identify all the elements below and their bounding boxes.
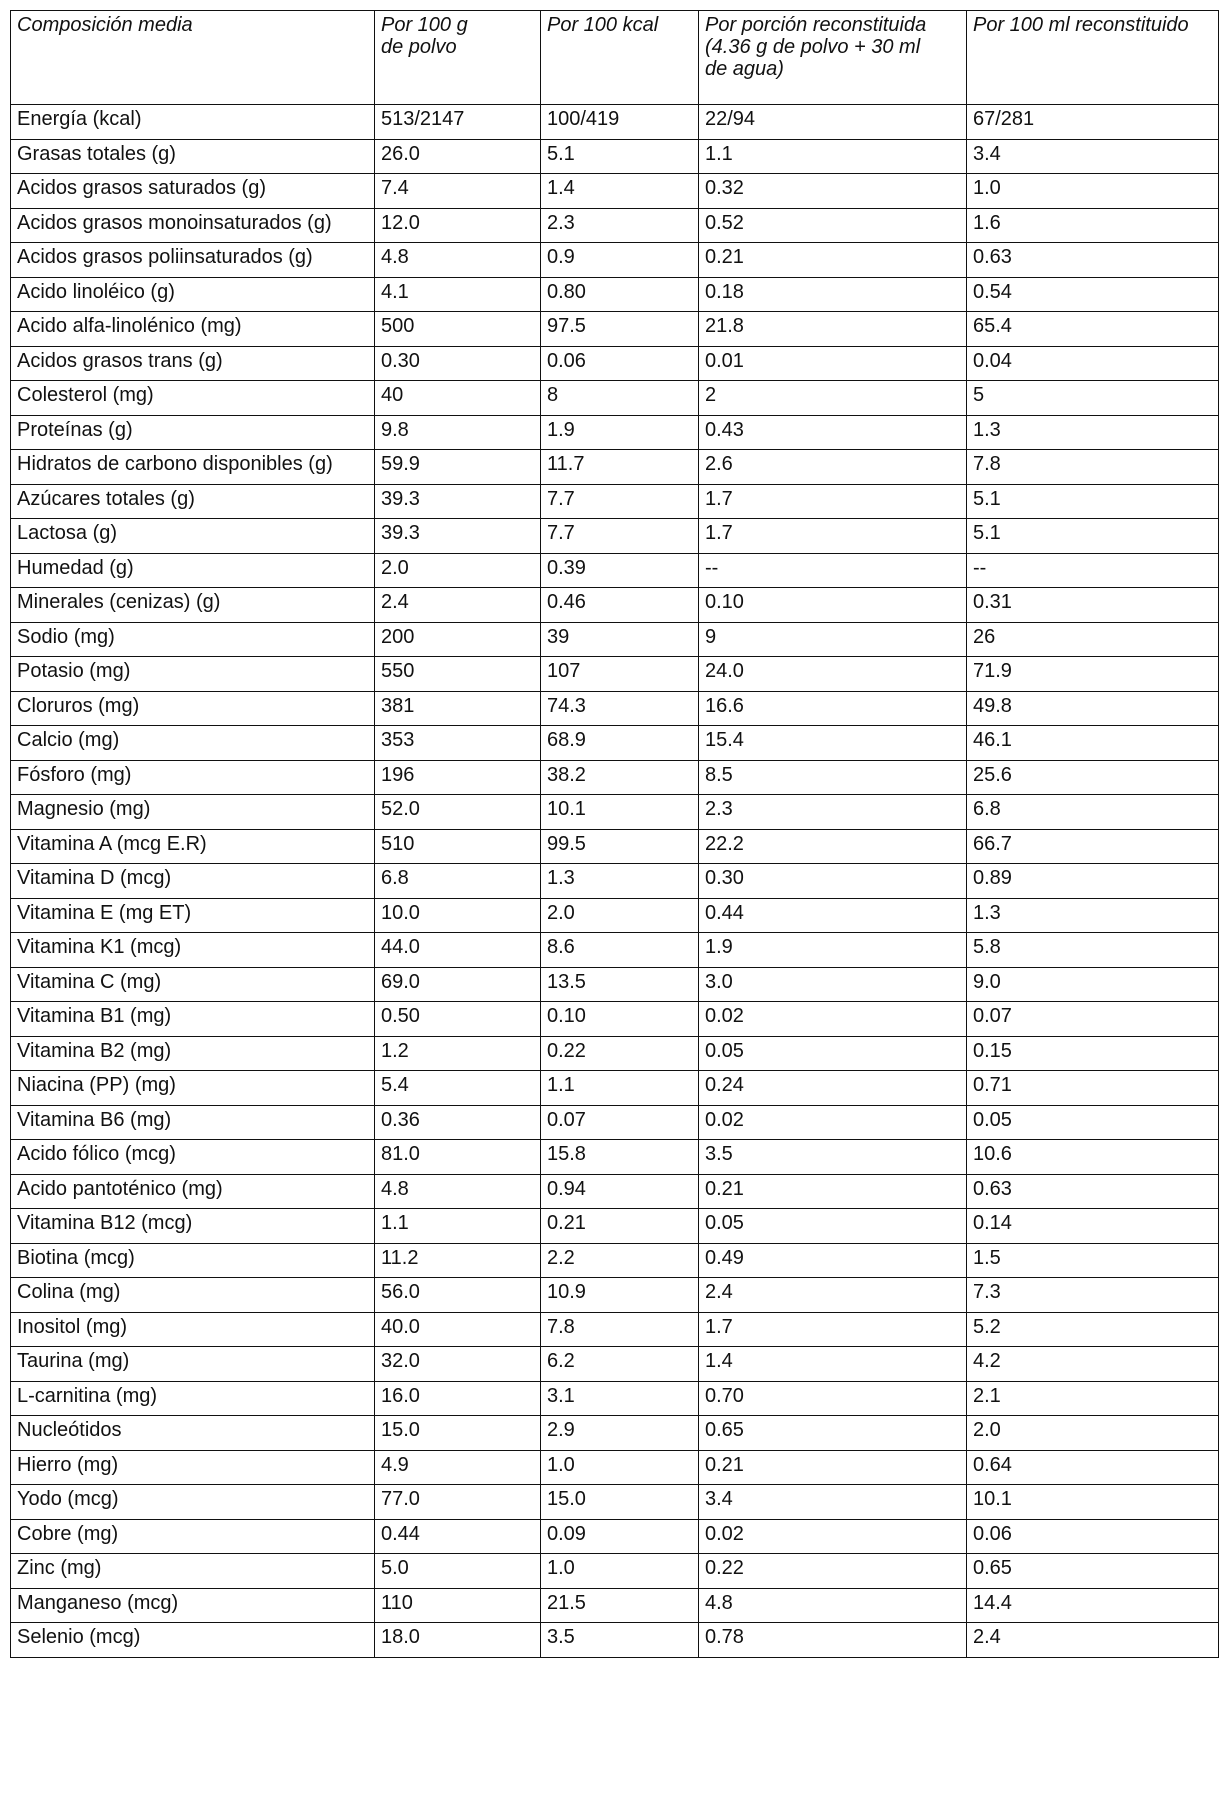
value-per-100g-cell: 0.44 [375,1519,541,1554]
value-per-100g-cell: 32.0 [375,1347,541,1382]
value-per-100kcal-cell: 8.6 [541,933,699,968]
nutrient-name-cell: Selenio (mcg) [11,1623,375,1658]
nutrient-name-cell: Humedad (g) [11,553,375,588]
value-per-100g-cell: 1.1 [375,1209,541,1244]
table-row [11,1002,1219,1037]
value-per-100kcal-cell: 0.21 [541,1209,699,1244]
table-row [11,174,1219,209]
value-per-100kcal-cell: 15.0 [541,1485,699,1520]
value-per-100ml-cell: 5.1 [967,519,1219,554]
nutrient-name-cell: Grasas totales (g) [11,139,375,174]
nutrient-name-cell: Acido fólico (mcg) [11,1140,375,1175]
nutrient-name-cell: Vitamina A (mcg E.R) [11,829,375,864]
value-per-portion-cell: 3.4 [699,1485,967,1520]
value-per-portion-cell: 0.05 [699,1036,967,1071]
value-per-100g-cell: 56.0 [375,1278,541,1313]
value-per-100kcal-cell: 10.9 [541,1278,699,1313]
table-row [11,691,1219,726]
nutrient-name-cell: Niacina (PP) (mg) [11,1071,375,1106]
value-per-100g-cell: 7.4 [375,174,541,209]
value-per-100ml-cell: 0.04 [967,346,1219,381]
value-per-100ml-cell: 0.89 [967,864,1219,899]
nutrient-name-cell: Azúcares totales (g) [11,484,375,519]
value-per-portion-cell: 21.8 [699,312,967,347]
value-per-portion-cell: 0.02 [699,1519,967,1554]
value-per-100g-cell: 9.8 [375,415,541,450]
value-per-100g-cell: 12.0 [375,208,541,243]
value-per-100kcal-cell: 13.5 [541,967,699,1002]
value-per-100g-cell: 4.1 [375,277,541,312]
value-per-100kcal-cell: 3.5 [541,1623,699,1658]
table-row [11,1105,1219,1140]
value-per-100ml-cell: 1.3 [967,415,1219,450]
value-per-100g-cell: 44.0 [375,933,541,968]
value-per-100ml-cell: 1.5 [967,1243,1219,1278]
value-per-100kcal-cell: 0.22 [541,1036,699,1071]
value-per-100ml-cell: 0.71 [967,1071,1219,1106]
value-per-portion-cell: 0.21 [699,1174,967,1209]
value-per-100kcal-cell: 2.3 [541,208,699,243]
value-per-100g-cell: 353 [375,726,541,761]
table-row [11,760,1219,795]
value-per-100kcal-cell: 0.09 [541,1519,699,1554]
value-per-100kcal-cell: 2.9 [541,1416,699,1451]
nutrient-name-cell: Vitamina B1 (mg) [11,1002,375,1037]
nutrient-name-cell: Hierro (mg) [11,1450,375,1485]
value-per-portion-cell: 0.22 [699,1554,967,1589]
table-body [11,105,1219,1658]
header-por-100kcal: Por 100 kcal [541,11,699,105]
value-per-100ml-cell: 5.2 [967,1312,1219,1347]
nutrient-name-cell: Acido alfa-linolénico (mg) [11,312,375,347]
value-per-100ml-cell: 0.65 [967,1554,1219,1589]
table-row [11,1347,1219,1382]
value-per-portion-cell: 0.10 [699,588,967,623]
value-per-100g-cell: 196 [375,760,541,795]
nutrient-name-cell: Vitamina D (mcg) [11,864,375,899]
table-row [11,1140,1219,1175]
nutrient-name-cell: Acidos grasos monoinsaturados (g) [11,208,375,243]
value-per-100g-cell: 18.0 [375,1623,541,1658]
value-per-100kcal-cell: 3.1 [541,1381,699,1416]
value-per-portion-cell: 0.52 [699,208,967,243]
value-per-100g-cell: 510 [375,829,541,864]
value-per-100kcal-cell: 7.8 [541,1312,699,1347]
table-row [11,208,1219,243]
value-per-100ml-cell: 26 [967,622,1219,657]
table-row [11,1381,1219,1416]
value-per-100kcal-cell: 97.5 [541,312,699,347]
table-row [11,450,1219,485]
value-per-100ml-cell: 49.8 [967,691,1219,726]
value-per-100kcal-cell: 21.5 [541,1588,699,1623]
table-row [11,1519,1219,1554]
value-per-100ml-cell: 0.05 [967,1105,1219,1140]
nutrient-name-cell: Nucleótidos [11,1416,375,1451]
nutrient-name-cell: Taurina (mg) [11,1347,375,1382]
value-per-100ml-cell: 6.8 [967,795,1219,830]
value-per-100g-cell: 39.3 [375,484,541,519]
value-per-100kcal-cell: 68.9 [541,726,699,761]
header-por-porcion: Por porción reconstituida (4.36 g de polvo + 30 ml de agua) [699,11,967,105]
value-per-100g-cell: 4.9 [375,1450,541,1485]
nutrient-name-cell: Acidos grasos poliinsaturados (g) [11,243,375,278]
table-row [11,1485,1219,1520]
value-per-100kcal-cell: 0.9 [541,243,699,278]
table-row [11,795,1219,830]
value-per-100g-cell: 40 [375,381,541,416]
nutrient-name-cell: Colesterol (mg) [11,381,375,416]
nutrient-name-cell: Vitamina B12 (mcg) [11,1209,375,1244]
table-row [11,1036,1219,1071]
value-per-100kcal-cell: 0.80 [541,277,699,312]
value-per-100ml-cell: 2.1 [967,1381,1219,1416]
nutrient-name-cell: Energía (kcal) [11,105,375,140]
table-row [11,105,1219,140]
value-per-portion-cell: 4.8 [699,1588,967,1623]
value-per-100ml-cell: 1.6 [967,208,1219,243]
value-per-100ml-cell: 1.3 [967,898,1219,933]
table-row [11,1554,1219,1589]
table-row [11,933,1219,968]
value-per-portion-cell: 9 [699,622,967,657]
value-per-portion-cell: 22/94 [699,105,967,140]
table-row [11,312,1219,347]
value-per-100g-cell: 4.8 [375,243,541,278]
value-per-100kcal-cell: 0.94 [541,1174,699,1209]
value-per-portion-cell: 0.30 [699,864,967,899]
value-per-100kcal-cell: 8 [541,381,699,416]
nutrient-name-cell: Cobre (mg) [11,1519,375,1554]
value-per-portion-cell: 1.7 [699,484,967,519]
value-per-100ml-cell: -- [967,553,1219,588]
value-per-100ml-cell: 14.4 [967,1588,1219,1623]
nutrition-composition-table [10,10,1219,1658]
table-row [11,415,1219,450]
value-per-100kcal-cell: 1.1 [541,1071,699,1106]
nutrient-name-cell: Magnesio (mg) [11,795,375,830]
value-per-100kcal-cell: 5.1 [541,139,699,174]
value-per-100ml-cell: 1.0 [967,174,1219,209]
nutrient-name-cell: Yodo (mcg) [11,1485,375,1520]
nutrient-name-cell: Manganeso (mcg) [11,1588,375,1623]
value-per-portion-cell: -- [699,553,967,588]
value-per-100kcal-cell: 0.07 [541,1105,699,1140]
value-per-100kcal-cell: 0.10 [541,1002,699,1037]
value-per-100g-cell: 69.0 [375,967,541,1002]
value-per-100g-cell: 6.8 [375,864,541,899]
value-per-portion-cell: 1.9 [699,933,967,968]
nutrient-name-cell: L-carnitina (mg) [11,1381,375,1416]
nutrient-name-cell: Acidos grasos saturados (g) [11,174,375,209]
nutrient-name-cell: Zinc (mg) [11,1554,375,1589]
nutrient-name-cell: Minerales (cenizas) (g) [11,588,375,623]
table-row [11,1416,1219,1451]
value-per-portion-cell: 0.02 [699,1105,967,1140]
nutrition-table-container [10,10,1218,1658]
table-row [11,967,1219,1002]
value-per-100kcal-cell: 1.9 [541,415,699,450]
value-per-100kcal-cell: 99.5 [541,829,699,864]
nutrient-name-cell: Sodio (mg) [11,622,375,657]
value-per-portion-cell: 0.18 [699,277,967,312]
value-per-100ml-cell: 65.4 [967,312,1219,347]
table-row [11,898,1219,933]
value-per-100g-cell: 0.36 [375,1105,541,1140]
value-per-100ml-cell: 0.06 [967,1519,1219,1554]
nutrient-name-cell: Biotina (mcg) [11,1243,375,1278]
value-per-100kcal-cell: 39 [541,622,699,657]
nutrient-name-cell: Proteínas (g) [11,415,375,450]
value-per-100g-cell: 110 [375,1588,541,1623]
value-per-100kcal-cell: 11.7 [541,450,699,485]
value-per-100g-cell: 4.8 [375,1174,541,1209]
value-per-portion-cell: 1.4 [699,1347,967,1382]
value-per-100ml-cell: 0.63 [967,1174,1219,1209]
value-per-100ml-cell: 71.9 [967,657,1219,692]
table-row [11,277,1219,312]
value-per-100kcal-cell: 100/419 [541,105,699,140]
value-per-portion-cell: 0.02 [699,1002,967,1037]
value-per-100ml-cell: 10.6 [967,1140,1219,1175]
nutrient-name-cell: Vitamina C (mg) [11,967,375,1002]
value-per-100kcal-cell: 2.0 [541,898,699,933]
value-per-100kcal-cell: 6.2 [541,1347,699,1382]
value-per-portion-cell: 22.2 [699,829,967,864]
table-row [11,1071,1219,1106]
value-per-100ml-cell: 3.4 [967,139,1219,174]
table-row [11,553,1219,588]
value-per-100g-cell: 26.0 [375,139,541,174]
table-row [11,346,1219,381]
value-per-100g-cell: 2.4 [375,588,541,623]
value-per-100ml-cell: 0.63 [967,243,1219,278]
value-per-100kcal-cell: 38.2 [541,760,699,795]
value-per-portion-cell: 1.7 [699,1312,967,1347]
value-per-100g-cell: 1.2 [375,1036,541,1071]
nutrient-name-cell: Acidos grasos trans (g) [11,346,375,381]
value-per-100ml-cell: 0.15 [967,1036,1219,1071]
table-row [11,519,1219,554]
value-per-portion-cell: 0.43 [699,415,967,450]
value-per-portion-cell: 0.49 [699,1243,967,1278]
value-per-portion-cell: 0.65 [699,1416,967,1451]
value-per-portion-cell: 3.0 [699,967,967,1002]
value-per-portion-cell: 0.01 [699,346,967,381]
value-per-portion-cell: 0.21 [699,243,967,278]
value-per-100kcal-cell: 7.7 [541,519,699,554]
table-row [11,1243,1219,1278]
value-per-100g-cell: 39.3 [375,519,541,554]
value-per-100g-cell: 52.0 [375,795,541,830]
header-por-100g-polvo: Por 100 g de polvo [375,11,541,105]
value-per-100g-cell: 16.0 [375,1381,541,1416]
value-per-100ml-cell: 25.6 [967,760,1219,795]
value-per-100ml-cell: 0.54 [967,277,1219,312]
value-per-100ml-cell: 2.0 [967,1416,1219,1451]
value-per-100g-cell: 40.0 [375,1312,541,1347]
value-per-portion-cell: 2.6 [699,450,967,485]
table-row [11,1623,1219,1658]
value-per-100g-cell: 5.0 [375,1554,541,1589]
table-row [11,864,1219,899]
value-per-100ml-cell: 5 [967,381,1219,416]
value-per-100ml-cell: 0.64 [967,1450,1219,1485]
value-per-100g-cell: 381 [375,691,541,726]
table-row [11,622,1219,657]
value-per-100ml-cell: 10.1 [967,1485,1219,1520]
value-per-100ml-cell: 9.0 [967,967,1219,1002]
value-per-portion-cell: 0.05 [699,1209,967,1244]
value-per-100g-cell: 0.30 [375,346,541,381]
value-per-100ml-cell: 0.14 [967,1209,1219,1244]
nutrient-name-cell: Potasio (mg) [11,657,375,692]
value-per-portion-cell: 8.5 [699,760,967,795]
nutrient-name-cell: Vitamina E (mg ET) [11,898,375,933]
value-per-portion-cell: 0.70 [699,1381,967,1416]
value-per-100g-cell: 15.0 [375,1416,541,1451]
value-per-100g-cell: 550 [375,657,541,692]
value-per-100kcal-cell: 7.7 [541,484,699,519]
nutrient-name-cell: Hidratos de carbono disponibles (g) [11,450,375,485]
nutrient-name-cell: Vitamina B6 (mg) [11,1105,375,1140]
nutrient-name-cell: Fósforo (mg) [11,760,375,795]
value-per-portion-cell: 16.6 [699,691,967,726]
table-row [11,484,1219,519]
value-per-100g-cell: 0.50 [375,1002,541,1037]
value-per-100kcal-cell: 0.46 [541,588,699,623]
value-per-100g-cell: 200 [375,622,541,657]
value-per-100ml-cell: 7.8 [967,450,1219,485]
value-per-100g-cell: 81.0 [375,1140,541,1175]
value-per-100ml-cell: 0.07 [967,1002,1219,1037]
nutrient-name-cell: Colina (mg) [11,1278,375,1313]
nutrient-name-cell: Vitamina B2 (mg) [11,1036,375,1071]
value-per-portion-cell: 0.24 [699,1071,967,1106]
value-per-100kcal-cell: 1.3 [541,864,699,899]
value-per-portion-cell: 15.4 [699,726,967,761]
value-per-100g-cell: 10.0 [375,898,541,933]
nutrient-name-cell: Lactosa (g) [11,519,375,554]
value-per-portion-cell: 2.4 [699,1278,967,1313]
value-per-100ml-cell: 66.7 [967,829,1219,864]
value-per-100ml-cell: 46.1 [967,726,1219,761]
nutrient-name-cell: Vitamina K1 (mcg) [11,933,375,968]
table-row [11,1174,1219,1209]
table-row [11,1312,1219,1347]
value-per-100ml-cell: 5.1 [967,484,1219,519]
value-per-portion-cell: 24.0 [699,657,967,692]
nutrient-name-cell: Acido pantoténico (mg) [11,1174,375,1209]
value-per-portion-cell: 2 [699,381,967,416]
value-per-portion-cell: 0.32 [699,174,967,209]
table-row [11,1450,1219,1485]
value-per-100kcal-cell: 2.2 [541,1243,699,1278]
value-per-100g-cell: 2.0 [375,553,541,588]
table-row [11,243,1219,278]
table-row [11,657,1219,692]
table-row [11,381,1219,416]
nutrient-name-cell: Acido linoléico (g) [11,277,375,312]
value-per-100ml-cell: 0.31 [967,588,1219,623]
value-per-portion-cell: 1.7 [699,519,967,554]
value-per-100ml-cell: 7.3 [967,1278,1219,1313]
value-per-100kcal-cell: 107 [541,657,699,692]
value-per-portion-cell: 0.21 [699,1450,967,1485]
table-row [11,829,1219,864]
table-row [11,139,1219,174]
value-per-100ml-cell: 5.8 [967,933,1219,968]
value-per-100kcal-cell: 1.4 [541,174,699,209]
table-header-row [11,11,1219,105]
value-per-100kcal-cell: 74.3 [541,691,699,726]
value-per-100kcal-cell: 15.8 [541,1140,699,1175]
header-composicion: Composición media [11,11,375,105]
table-row [11,726,1219,761]
value-per-portion-cell: 0.78 [699,1623,967,1658]
value-per-100kcal-cell: 1.0 [541,1554,699,1589]
value-per-100g-cell: 11.2 [375,1243,541,1278]
nutrient-name-cell: Cloruros (mg) [11,691,375,726]
table-row [11,1278,1219,1313]
value-per-portion-cell: 1.1 [699,139,967,174]
value-per-100kcal-cell: 0.39 [541,553,699,588]
value-per-100ml-cell: 2.4 [967,1623,1219,1658]
value-per-100g-cell: 500 [375,312,541,347]
value-per-100g-cell: 59.9 [375,450,541,485]
table-row [11,588,1219,623]
value-per-100ml-cell: 4.2 [967,1347,1219,1382]
value-per-100kcal-cell: 0.06 [541,346,699,381]
value-per-100g-cell: 5.4 [375,1071,541,1106]
table-row [11,1209,1219,1244]
value-per-100g-cell: 77.0 [375,1485,541,1520]
nutrient-name-cell: Inositol (mg) [11,1312,375,1347]
table-row [11,1588,1219,1623]
nutrient-name-cell: Calcio (mg) [11,726,375,761]
value-per-portion-cell: 2.3 [699,795,967,830]
value-per-100kcal-cell: 1.0 [541,1450,699,1485]
value-per-100kcal-cell: 10.1 [541,795,699,830]
value-per-portion-cell: 0.44 [699,898,967,933]
value-per-100ml-cell: 67/281 [967,105,1219,140]
value-per-portion-cell: 3.5 [699,1140,967,1175]
header-por-100ml: Por 100 ml reconstituido [967,11,1219,105]
value-per-100g-cell: 513/2147 [375,105,541,140]
